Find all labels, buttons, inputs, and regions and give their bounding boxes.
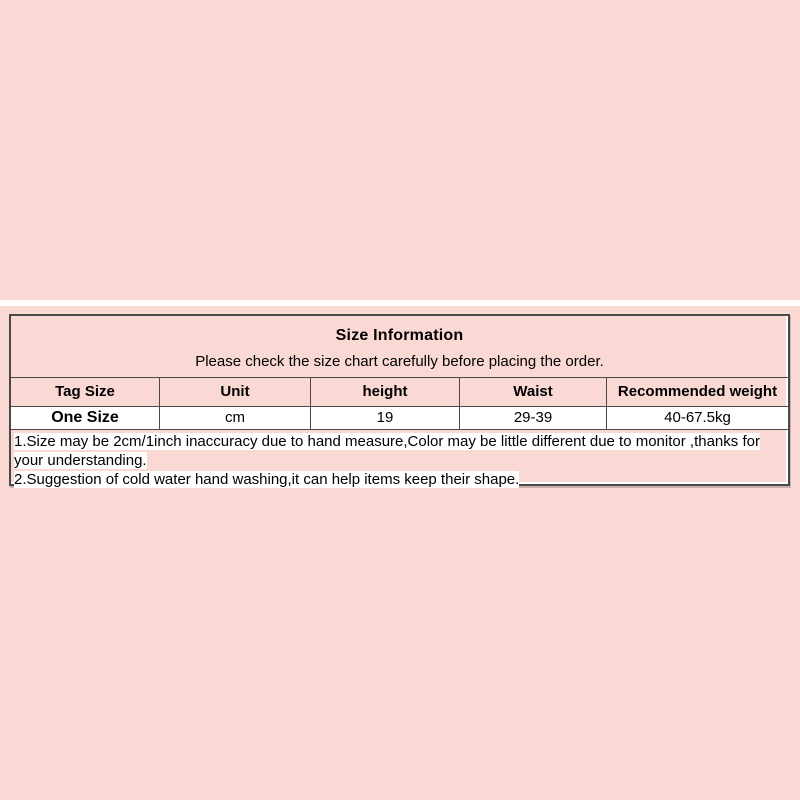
table-notes-section [11,429,788,489]
column-header-recommended-weight: Recommended weight [606,378,788,406]
note-2-text: 2.Suggestion of cold water hand washing,it can help items keep their shape. [14,471,520,488]
cell-height-value: 19 [310,407,459,429]
table-header-row [11,377,788,406]
size-information-table [9,314,790,486]
cell-waist-value: 29-39 [459,407,606,429]
white-seam-strip [0,300,800,306]
table-subtitle: Please check the size chart carefully before placing the order. [195,353,604,370]
cell-recommended-weight-value: 40-67.5kg [606,407,788,429]
note-line-1 [14,432,788,470]
note-1-text: 1.Size may be 2cm/1inch inaccuracy due to hand measure,Color may be little different due to monitor ,thanks for your understanding. [14,433,760,469]
column-header-tag-size: Tag Size [55,383,115,400]
note-line-2 [14,470,788,489]
column-header-unit: Unit [159,378,310,406]
table-title: Size Information [335,327,464,344]
table-data-row [11,406,788,429]
table-title-section [11,316,788,377]
cell-unit-value: cm [159,407,310,429]
column-header-height: height [310,378,459,406]
column-header-waist: Waist [459,378,606,406]
cell-tag-size-value: One Size [51,409,119,426]
